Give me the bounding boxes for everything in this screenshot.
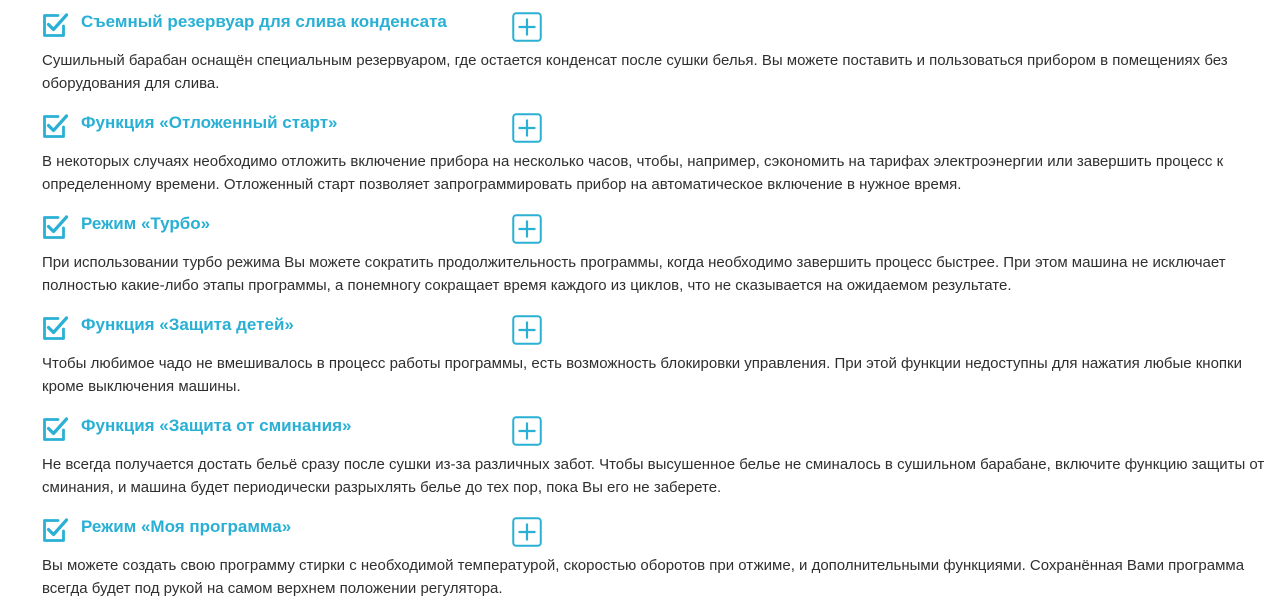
feature-description: При использовании турбо режима Вы можете сократить продолжительность программы, когда необходимо завершить процесс быстрее. При этом машина не исключает полностью какие-либо этапы программы, а понемногу сокращает время каждого из циклов, что не сказывается на ожидаемом результате. bbox=[42, 254, 1226, 294]
feature-title: Съемный резервуар для слива конденсата bbox=[81, 12, 447, 31]
expand-button[interactable] bbox=[512, 517, 542, 547]
expand-button[interactable] bbox=[512, 416, 542, 446]
checkbox-check-icon bbox=[41, 214, 69, 240]
feature-description: Не всегда получается достать бельё сразу после сушки из-за различных забот. Чтобы высушенное белье не сминалось в сушильном барабане, включите функцию защиты от сминания, и машина будет периодически разрыхлять белье до тех пор, пока Вы его не заберете. bbox=[42, 456, 1265, 496]
expand-button[interactable] bbox=[512, 214, 542, 244]
feature-item bbox=[0, 101, 1275, 202]
plus-square-icon bbox=[512, 517, 542, 547]
checkbox-check-icon bbox=[41, 113, 69, 139]
feature-title: Режим «Моя программа» bbox=[81, 517, 292, 536]
plus-square-icon bbox=[512, 12, 542, 42]
plus-square-icon bbox=[512, 315, 542, 345]
checkbox-check-icon bbox=[41, 416, 69, 442]
feature-title: Функция «Защита от сминания» bbox=[81, 416, 352, 435]
feature-item bbox=[0, 404, 1275, 505]
plus-square-icon bbox=[512, 416, 542, 446]
feature-item bbox=[0, 505, 1275, 606]
feature-description: Вы можете создать свою программу стирки с необходимой температурой, скоростью оборотов при отжиме, и дополнительными функциями. Сохранённая Вами программа всегда будет под рукой на самом верхнем положении регулятора. bbox=[42, 557, 1245, 597]
feature-title: Режим «Турбо» bbox=[81, 214, 211, 233]
feature-header bbox=[41, 313, 546, 347]
plus-square-icon bbox=[512, 113, 542, 143]
feature-item bbox=[0, 202, 1275, 303]
feature-header bbox=[41, 212, 546, 246]
feature-item bbox=[0, 303, 1275, 404]
expand-button[interactable] bbox=[512, 12, 542, 42]
feature-title: Функция «Отложенный старт» bbox=[81, 113, 338, 132]
expand-button[interactable] bbox=[512, 113, 542, 143]
checkbox-check-icon bbox=[41, 315, 69, 341]
feature-item bbox=[0, 0, 1275, 101]
checkbox-check-icon bbox=[41, 517, 69, 543]
expand-button[interactable] bbox=[512, 315, 542, 345]
feature-description: Сушильный барабан оснащён специальным резервуаром, где остается конденсат после сушки белья. Вы можете поставить и пользоваться прибором в помещениях без оборудования для слива. bbox=[42, 52, 1228, 92]
feature-description: Чтобы любимое чадо не вмешивалось в процесс работы программы, есть возможность блокировки управления. При этой функции недоступны для нажатия любые кнопки кроме выключения машины. bbox=[42, 355, 1242, 395]
plus-square-icon bbox=[512, 214, 542, 244]
checkbox-check-icon bbox=[41, 12, 69, 38]
feature-header bbox=[41, 414, 546, 448]
feature-title: Функция «Защита детей» bbox=[81, 315, 294, 334]
feature-description: В некоторых случаях необходимо отложить включение прибора на несколько часов, чтобы, например, сэкономить на тарифах электроэнергии или завершить процесс к определенному времени. Отложенный старт позволяет запрограммировать прибор на автоматическое включение в нужное время. bbox=[42, 153, 1224, 193]
feature-header bbox=[41, 111, 546, 145]
feature-header bbox=[41, 515, 546, 549]
feature-header bbox=[41, 10, 546, 44]
